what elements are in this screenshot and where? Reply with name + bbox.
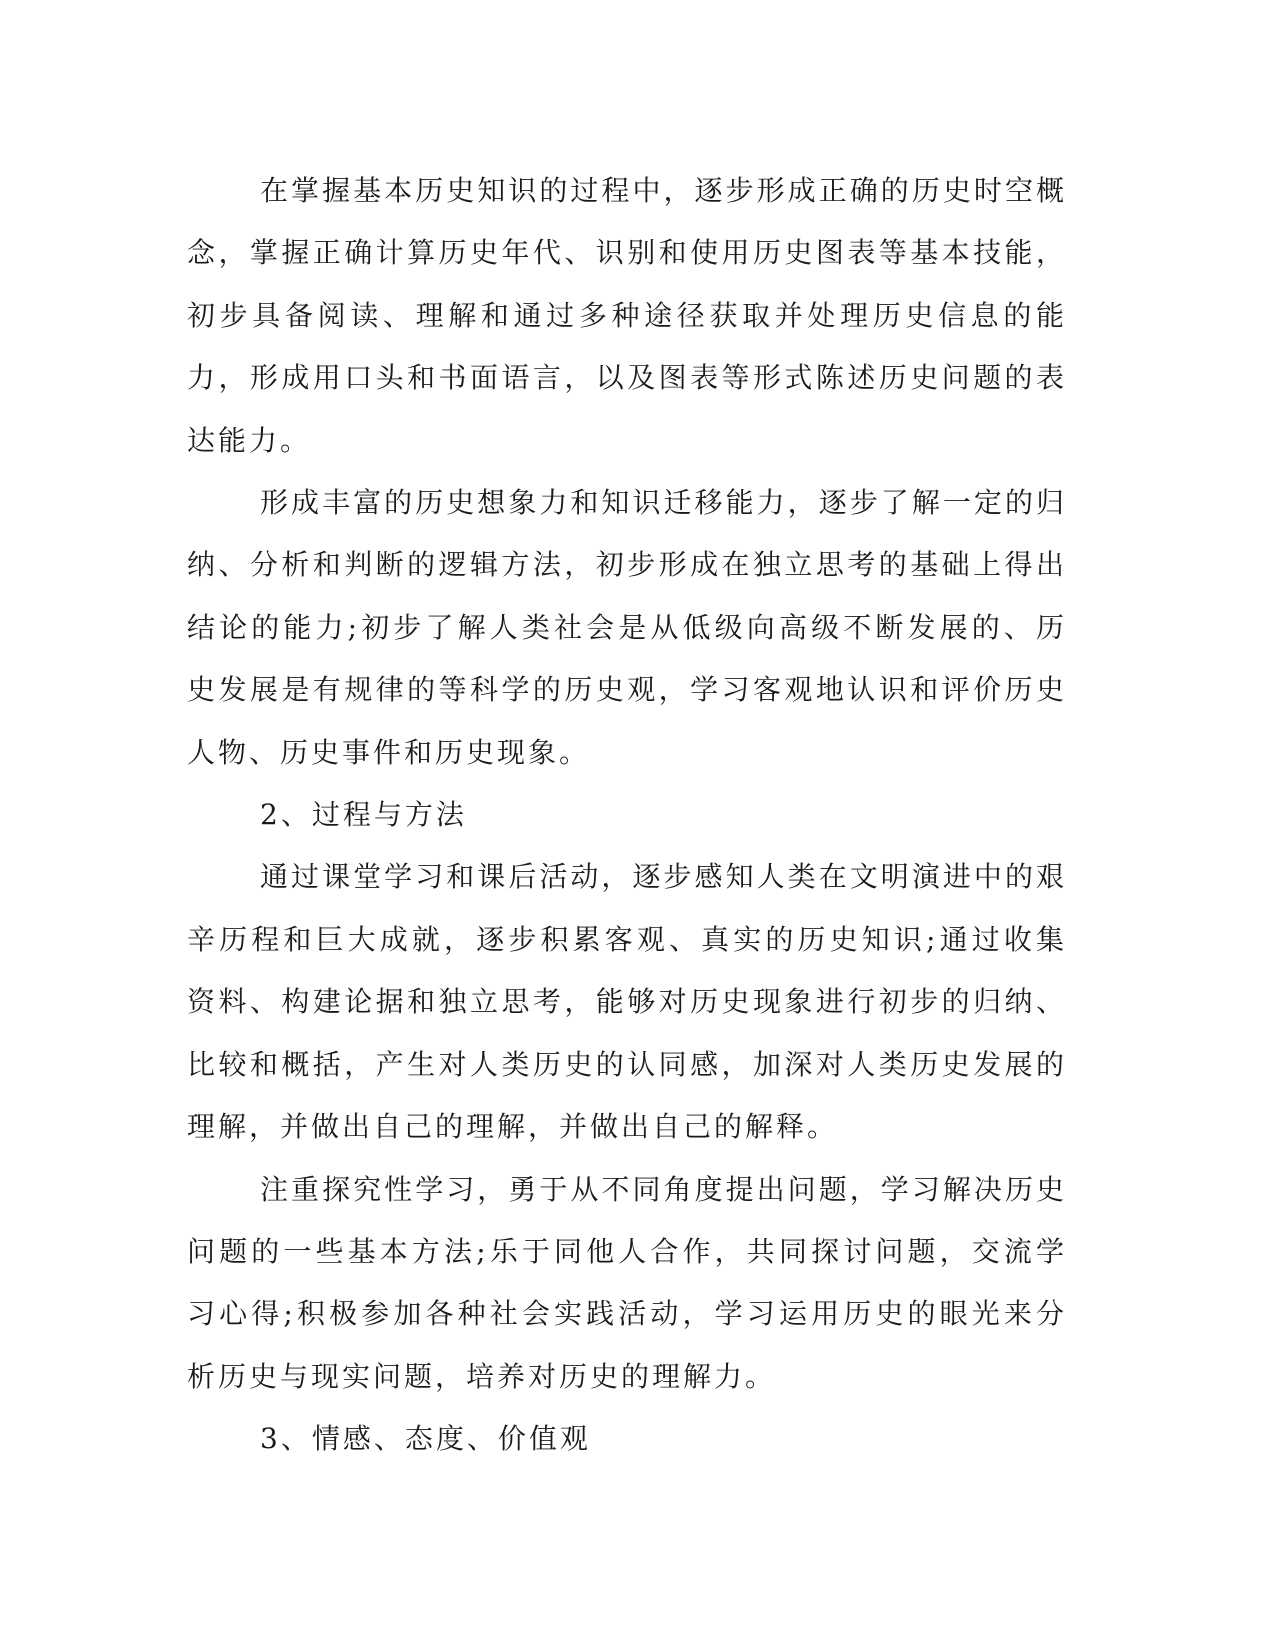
paragraph-historical-knowledge-skills: 在掌握基本历史知识的过程中，逐步形成正确的历史时空概念，掌握正确计算历史年代、识别和使用历史图表等基本技能，初步具备阅读、理解和通过多种途径获取并处理历史信息的能力，形成用口头和书面语言，以及图表等形式陈述历史问题的表达能力。 <box>187 174 1067 457</box>
paragraph-historical-thinking: 形成丰富的历史想象力和知识迁移能力，逐步了解一定的归纳、分析和判断的逻辑方法，初步形成在独立思考的基础上得出结论的能力;初步了解人类社会是从低级向高级不断发展的、历史发展是有规律的等科学的历史观，学习客观地认识和评价历史人物、历史事件和历史现象。 <box>187 486 1067 769</box>
document-body <box>187 160 1067 1471</box>
paragraph-inquiry-learning: 注重探究性学习，勇于从不同角度提出问题，学习解决历史问题的一些基本方法;乐于同他人合作，共同探讨问题，交流学习心得;积极参加各种社会实践活动，学习运用历史的眼光来分析历史与现实问题，培养对历史的理解力。 <box>187 1172 1067 1393</box>
paragraph-classroom-learning: 通过课堂学习和课后活动，逐步感知人类在文明演进中的艰辛历程和巨大成就，逐步积累客观、真实的历史知识;通过收集资料、构建论据和独立思考，能够对历史现象进行初步的归纳、比较和概括，产生对人类历史的认同感，加深对人类历史发展的理解，并做出自己的理解，并做出自己的解释。 <box>187 860 1067 1144</box>
section-heading-emotion-attitude-values: 3、情感、态度、价值观 <box>260 1422 591 1456</box>
section-heading-process-and-methods: 2、过程与方法 <box>260 798 467 832</box>
